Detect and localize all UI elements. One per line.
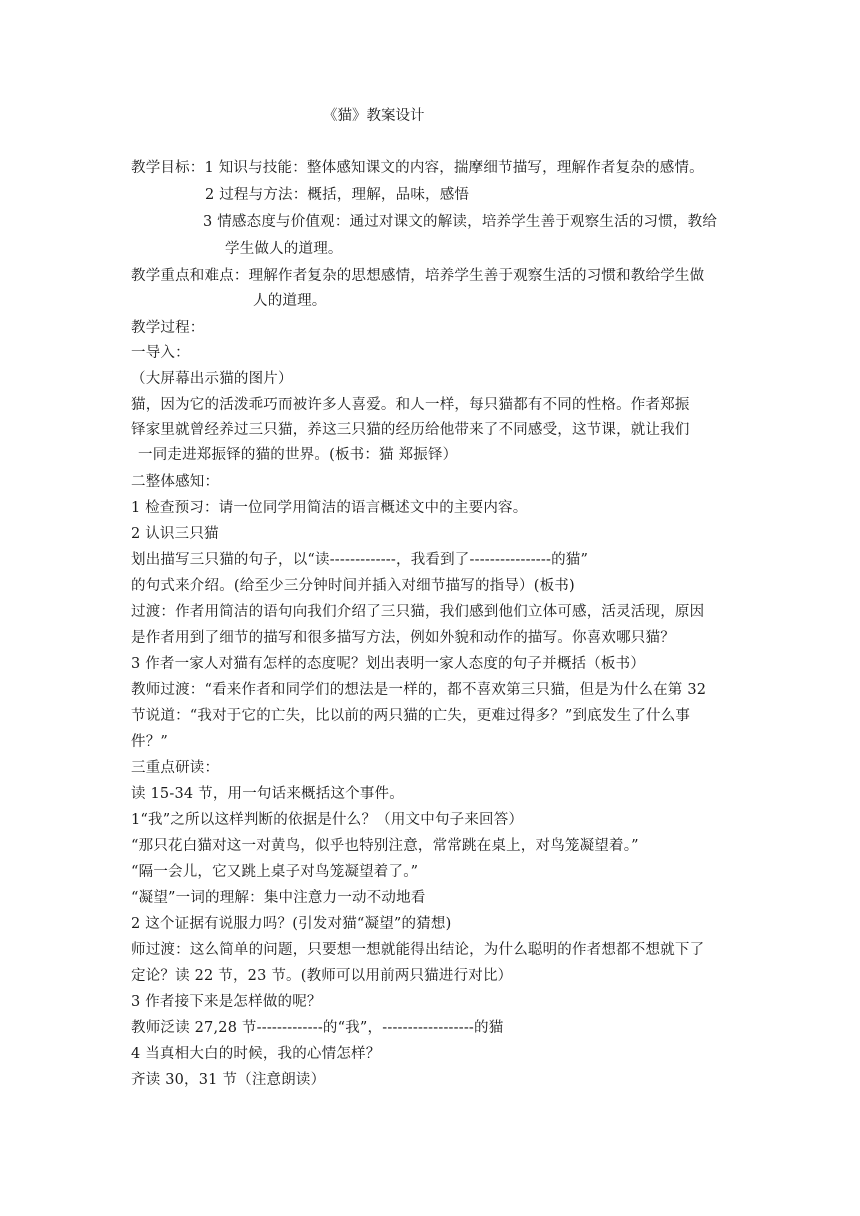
text-line: 师过渡：这么简单的问题，只要想一想就能得出结论，为什么聪明的作者想都不想就下了 xyxy=(131,942,705,958)
text-line: 教师过渡：“看来作者和同学们的想法是一样的，都不喜欢第三只猫，但是为什么在第 32 xyxy=(131,682,707,698)
text-line: 2 这个证据有说服力吗？(引发对猫“凝望”的猜想) xyxy=(131,916,452,932)
text-line: 划出描写三只猫的句子，以“读-------------，我看到了----------------的猫” xyxy=(131,552,589,568)
text-line: 节说道：“我对于它的亡失，比以前的两只猫的亡失，更难过得多？”到底发生了什么事 xyxy=(131,708,691,724)
text-line: 齐读 30，31 节（注意朗读） xyxy=(131,1072,326,1088)
text-line: 3 情感态度与价值观：通过对课文的解读，培养学生善于观察生活的习惯，教给 xyxy=(203,214,718,230)
text-line: 教师泛读 27,28 节-------------的“我”，------------------的猫 xyxy=(131,1020,504,1036)
text-line: 教学重点和难点：理解作者复杂的思想感情，培养学生善于观察生活的习惯和教给学生做 xyxy=(131,268,705,284)
text-line: 二整体感知： xyxy=(131,474,220,490)
text-line: 教学目标：1 知识与技能：整体感知课文的内容，揣摩细节描写，理解作者复杂的感情。 xyxy=(131,160,704,176)
text-line: 三重点研读： xyxy=(131,760,220,776)
text-line: 学生做人的道理。 xyxy=(225,241,343,257)
text-line: 定论？读 22 节，23 节。(教师可以用前两只猫进行对比） xyxy=(131,968,513,984)
text-line: “那只花白猫对这一对黄鸟，似乎也特别注意，常常跳在桌上，对鸟笼凝望着。” xyxy=(131,838,639,854)
text-line: 2 认识三只猫 xyxy=(131,526,219,542)
text-line: 1“我”之所以这样判断的依据是什么？（用文中句子来回答） xyxy=(131,812,524,828)
text-line: 猫，因为它的活泼乖巧而被许多人喜爱。和人一样，每只猫都有不同的性格。作者郑振 xyxy=(131,397,690,413)
text-line: “凝望”一词的理解：集中注意力一动不动地看 xyxy=(131,890,426,906)
text-line: 过渡：作者用简洁的语句向我们介绍了三只猫，我们感到他们立体可感，活灵活现，原因 xyxy=(131,604,705,620)
text-line: “隔一会儿，它又跳上桌子对鸟笼凝望着了。” xyxy=(131,864,419,880)
text-line: 4 当真相大白的时候，我的心情怎样？ xyxy=(131,1046,381,1062)
text-line: 教学过程： xyxy=(131,320,205,336)
text-line: 一同走进郑振铎的猫的世界。(板书：猫 郑振铎） xyxy=(138,447,458,463)
text-line: （大屏幕出示猫的图片） xyxy=(131,371,293,387)
text-line: 铎家里就曾经养过三只猫，养这三只猫的经历给他带来了不同感受，这节课，就让我们 xyxy=(131,422,690,438)
text-line: 2 过程与方法：概括，理解，品味，感悟 xyxy=(205,187,470,203)
text-line: 3 作者一家人对猫有怎样的态度呢？划出表明一家人态度的句子并概括（板书） xyxy=(131,656,646,672)
text-line: 的句式来介绍。(给至少三分钟时间并插入对细节描写的指导）(板书) xyxy=(131,578,575,594)
document-title: 《猫》教案设计 xyxy=(323,108,425,124)
text-line: 1 检查预习：请一位同学用简洁的语言概述文中的主要内容。 xyxy=(131,500,528,516)
text-line: 读 15-34 节，用一句话来概括这个事件。 xyxy=(131,786,404,802)
text-line: 是作者用到了细节的描写和很多描写方法，例如外貌和动作的描写。你喜欢哪只猫？ xyxy=(131,630,675,646)
text-line: 3 作者接下来是怎样做的呢？ xyxy=(131,994,322,1010)
text-line: 一导入： xyxy=(131,345,190,361)
text-line: 人的道理。 xyxy=(253,293,327,309)
text-line: 件？” xyxy=(131,734,169,750)
